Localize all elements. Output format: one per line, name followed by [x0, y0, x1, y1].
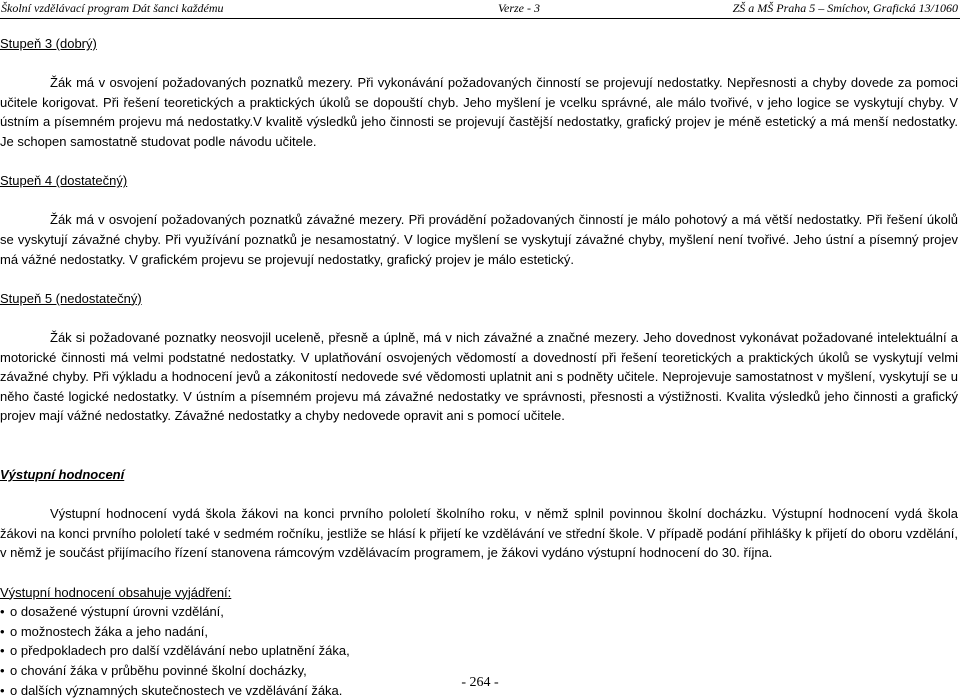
- section-heading-grade-3: Stupeň 3 (dobrý): [0, 36, 97, 51]
- page-number: - 264 -: [461, 675, 499, 690]
- list-item: • o dalších významných skutečnostech ve vzdělávání žáka.: [0, 681, 958, 700]
- list-item: • o chování žáka v průběhu povinné školní docházky,: [0, 661, 958, 681]
- section-heading-grade-5: Stupeň 5 (nedostatečný): [0, 290, 142, 306]
- list-item: • o možnostech žáka a jeho nadání,: [0, 622, 958, 642]
- section-text-grade-4: Žák má v osvojení požadovaných poznatků závažné mezery. Při provádění požadovaných činností je málo pohotový a má větší nedostatky. Při řešení úkolů se vyskytují závažné chyby. Při využívání poznatků je nesamostatný. V logice myšlení se vyskytují závažné chyby, myšlení není tvořivé. Jeho ústní a písemný projev má vážné nedostatky. V grafickém projevu se projevují nedostatky, grafický projev je málo estetický.: [0, 212, 958, 267]
- list-title-final-evaluation: Výstupní hodnocení obsahuje vyjádření:: [0, 584, 232, 600]
- header-program-name: Školní vzdělávací program Dát šanci každému: [1, 1, 224, 15]
- header-version: Verze - 3: [498, 1, 540, 15]
- section-text-grade-3: Žák má v osvojení požadovaných poznatků mezery. Při vykonávání požadovaných činností se projevují nedostatky. Nepřesnosti a chyby dovede za pomoci učitele korigovat. Při řešení teoretických a praktických úkolů se dopouští chyb. Jeho myšlení je vcelku správné, ale málo tvořivé, v jeho logice se vyskytují chyby. V ústním a písemném projevu má nedostatky.V kvalitě výsledků jeho činnosti se projevují častější nedostatky, grafický projev je méně estetický a má menší nedostatky. Je schopen samostatně studovat podle návodu učitele.: [0, 75, 958, 149]
- section-text-grade-5: Žák si požadované poznatky neosvojil uceleně, přesně a úplně, má v nich závažné a značné mezery. Jeho dovednost vykonávat požadované intelektuální a motorické činnosti má velmi podstatné nedostatky. V uplatňování osvojených vědomostí a dovedností při řešení teoretických a praktických úkolů se vyskytují velmi závažné chyby. Při výkladu a hodnocení jevů a zákonitostí nedovede své vědomosti uplatnit ani s podněty učitele. Neprojevuje samostatnost v myšlení, vyskytují se u něho časté logické nedostatky. V ústním a písemném projevu má závažné nedostatky ve správnosti, přesnosti a výstižnosti. Kvalita výsledků jeho činnosti a grafický projev mají vážné nedostatky. Závažné nedostatky a chyby nedovede opravit ani s pomocí učitele.: [0, 329, 958, 424]
- list-item: • o dosažené výstupní úrovni vzdělání,: [0, 602, 958, 622]
- document-body: [0, 34, 958, 700]
- header-school-name: ZŠ a MŠ Praha 5 – Smíchov, Grafická 13/1060: [732, 1, 958, 15]
- section-heading-grade-4: Stupeň 4 (dostatečný): [0, 173, 128, 189]
- section-heading-final-evaluation: Výstupní hodnocení: [0, 467, 125, 483]
- section-text-final-evaluation: Výstupní hodnocení vydá škola žákovi na konci prvního pololetí školního roku, v němž splnil povinnou školní docházku. Výstupní hodnocení vydá škola žákovi na konci prvního pololetí také v sedmém ročníku, jestliže se hlásí k přijetí ke vzdělávání ve střední škole. V případě podání přihlášky k přijetí do oboru vzdělání, v němž je součást přijímacího řízení stanovena rámcovým vzdělávacím programem, je žákovi vydáno výstupní hodnocení do 30. října.: [0, 506, 958, 561]
- page-header: [0, 0, 960, 19]
- list-item: • o předpokladech pro další vzdělávání nebo uplatnění žáka,: [0, 641, 958, 661]
